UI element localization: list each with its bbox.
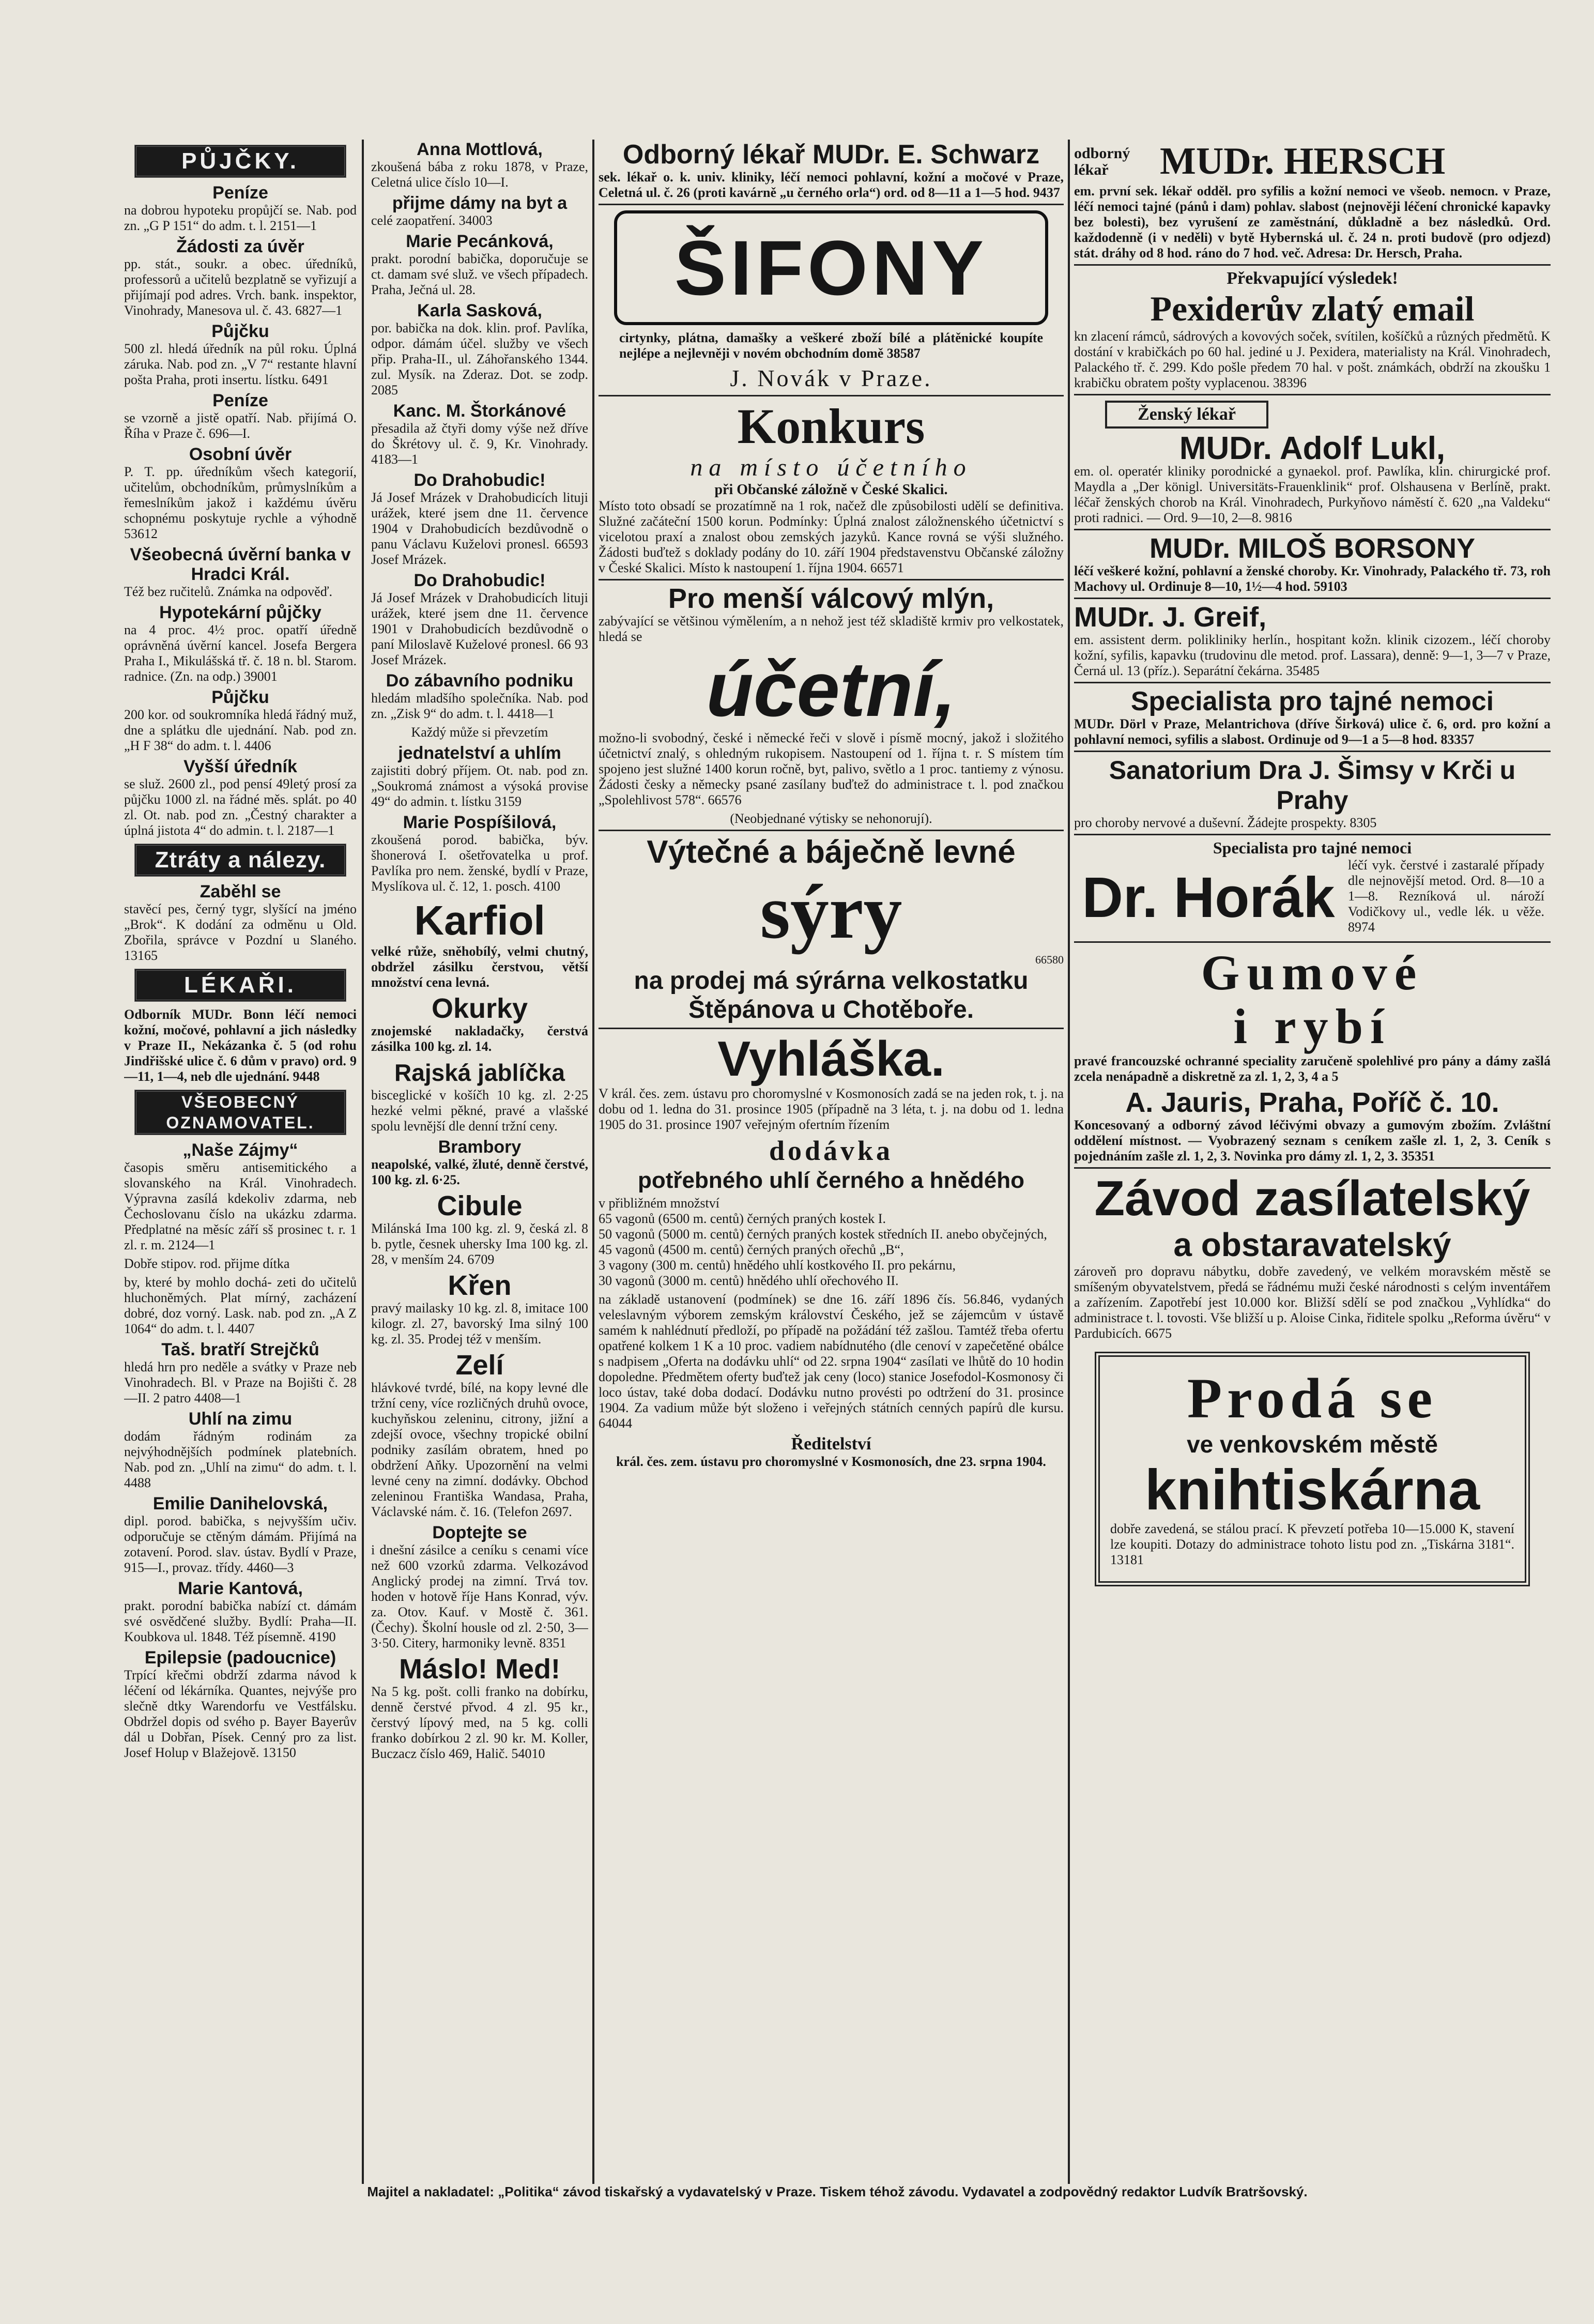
ad-heading: Dr. Horák <box>1082 866 1335 929</box>
ad-heading: Pexiderův zlatý email <box>1150 289 1475 328</box>
ad-text: em. assistent derm. polikliniky herlín., hospitant kožn. klinik cizozem., léčí choroby kožní, syfilis, kapavku (trudovinu dle metod. prof. Lassara), denně: 9—1, 3—7 v Praze, Černá ul. 13 (příz.). Separátní čekárna. 35485 <box>1074 632 1551 678</box>
imprint-footer: Majitel a nakladatel: „Politika“ závod tiskařský a vydavatelský v Praze. Tiskem téhož závodu. Vydavatel a zodpovědný redaktor Ludvík Bratršovský. <box>367 2184 1308 2199</box>
ad-text: se vzorně a jistě opatří. Nab. přijímá O. Říha v Praze č. 696—I. <box>124 410 357 441</box>
divider <box>1074 394 1551 395</box>
ad-heading: Závod zasílatelský <box>1094 1171 1530 1226</box>
column-rule <box>592 140 594 2184</box>
ad-heading: Prodá se <box>1187 1367 1438 1430</box>
divider <box>1074 834 1551 835</box>
ad-subheading: při Občanské záložně v České Skalici. <box>714 482 948 498</box>
ad-text: prakt. porodní babička nabízí ct. dámám své osvědčené služby. Bydlí: Praha—II. Koubkova ul. 1848. Též písemně. 4190 <box>124 1598 357 1644</box>
ad-text: celé zaopatření. 34003 <box>371 213 493 228</box>
ad-text: bisceglické v košíčh 10 kg. zl. 2·25 hezké velmi pěkné, pravé a vlašské spolu levnější dle denní tržní ceny. <box>371 1088 588 1134</box>
ad-heading: MUDr. MILOŠ BORSONY <box>1149 533 1476 564</box>
ad-heading: Zelí <box>455 1350 504 1381</box>
ad-text: Milánská Ima 100 kg. zl. 9, česká zl. 8 b. pytle, česnek uhersky Ima 100 kg. zl. 28, v menším 24. 6709 <box>371 1221 588 1267</box>
ad-heading: Peníze <box>212 183 268 203</box>
ad-subheading: Specialista pro tajné nemoci <box>1213 838 1412 857</box>
ad-text: hledá hrn pro neděle a svátky v Praze neb Vinohradech. Bl. v Praze na Bojišti č. 28—II. 2 patro 4408—1 <box>124 1359 357 1405</box>
column-rule <box>1068 140 1070 2184</box>
ad-heading: Půjčku <box>211 322 269 341</box>
ad-heading: Žádosti za úvěr <box>176 237 304 256</box>
ad-heading: přijme dámy na byt a <box>392 193 568 213</box>
ad-subheading: na místo účetního <box>690 454 972 481</box>
divider <box>599 579 1064 580</box>
ad-text: na 4 proc. 4½ proc. opatří úředně oprávněná úvěrní kancel. Josefa Bergera Praha I., Mikulášská tř. č. 18 n. bl. Starom. radnice. (Zn. na odp.) 39001 <box>124 622 357 684</box>
ad-text: na dobrou hypoteku propůjčí se. Nab. pod zn. „G P 151“ do adm. t. l. 2151—1 <box>124 203 357 233</box>
ad-text: neapolské, valké, žluté, denně čerstvé, 100 kg. zl. 6·25. <box>371 1157 588 1187</box>
ad-heading: MUDr. Adolf Lukl, <box>1179 431 1446 466</box>
divider <box>1074 529 1551 530</box>
ad-heading: Půjčku <box>211 687 269 707</box>
ad-heading: Vyhláška. <box>717 1031 945 1087</box>
divider <box>599 204 1064 205</box>
ad-heading: Taš. bratří Strejčků <box>161 1340 319 1359</box>
ad-framed-knihtiskarna <box>1095 1352 1530 1586</box>
divider <box>1074 682 1551 683</box>
ad-heading: Anna Mottlová, <box>417 140 543 159</box>
ad-heading: Vyšší úředník <box>183 757 297 776</box>
ad-heading: Pro menší válcový mlýn, <box>668 583 994 614</box>
ad-text: na základě ustanovení (podmínek) se dne 16. září 1896 čís. 56.846, vydaných veleslavným výborem zemským království Českého, jež se zájemcům v ústavě samém k nahlédnutí předloží, po případě na požádání též zašlou. Tamtéž třeba ofertu opatřené kolkem 1 K a 10 proc. vadiem nabídnutého (dle cenoví v zapečetěné obálce s nadpisem „Oferta na dodávku uhlí“ od 22. srpna 1904“ zasílati ve lhůtě do 10 hodin dopoledne. Předmětem oferty buďtež jak ceny (loco) stanice Josefodol-Kosmonosy či loco ústav, také doba dodací. Dodávku nutno provésti po odtržení do 31. prosince 1904. Za vadium může být složeno i veřejných státních cenných papírů dle kursu. 64044 <box>599 1292 1064 1431</box>
ad-hersch-header <box>1074 140 1551 184</box>
ad-heading: Odborný lékař MUDr. E. Schwarz <box>622 140 1040 170</box>
divider <box>599 830 1064 831</box>
ad-text: pravé francouzské ochranné speciality zaručeně spolehlivé pro pány a dámy zašlá zcela nenápadně a diskretně za zl. 1, 2, 3, 4 a 5 <box>1074 1053 1551 1084</box>
column-1 <box>124 140 357 1764</box>
ad-heading: Výtečné a báječně levné <box>647 834 1016 870</box>
ad-horak <box>1074 858 1551 938</box>
ad-heading: Konkurs <box>737 399 925 454</box>
ad-heading: MUDr. J. Greif, <box>1074 602 1267 633</box>
divider <box>599 1028 1064 1029</box>
ad-subheading: ve venkovském městě <box>1187 1431 1438 1458</box>
ad-text: by, které by mohlo dochá- zeti do učitelů hluchoněmých. Plat mírný, zacházení dobré, doz vorný. Lask. nab. pod zn. „A Z 1064“ do adm. t. l. 4407 <box>124 1275 357 1336</box>
ad-text: 500 zl. hledá úředník na půl roku. Úplná záruka. Nab. pod zn. „V 7“ restante hlavní pošta Praha, proti insertu. lístku. 6491 <box>124 341 357 387</box>
ad-text: velké růže, sněhobílý, velmi chutný, obdržel zásilku čerstvou, větší množství cena levná. <box>371 944 588 990</box>
divider <box>1074 941 1551 943</box>
ad-heading: Křen <box>448 1270 512 1301</box>
ad-text: Dobře stipov. rod. přijme dítka <box>124 1256 290 1271</box>
ad-text: v přibližném množství 65 vagonů (6500 m. centů) černých praných kostek I. 50 vagonů (5000 m. centů) černých praných kostek středních II. anebo obyčejných, 45 vagonů (4500 m. centů) černých praných ořechů „B“, 3 vagony (300 m. centů) hnědého uhlí kostkového II. pro pekárnu, 30 vagonů (3000 m. centů) hnědého uhlí ořechového II. <box>599 1196 1047 1288</box>
ad-heading: Zaběhl se <box>200 882 281 901</box>
ad-text: dodám řádným rodinám za nejvýhodnějších podmínek platebních. Nab. pod zn. „Uhlí na zimu“ do adm. t. l. 4488 <box>124 1429 357 1490</box>
ad-text: léčí veškeré kožní, pohlavní a ženské choroby. Kr. Vinohrady, Palackého tř. 73, roh Machovy ul. Ordinuje 8—10, 1½—4 hod. 59103 <box>1074 563 1551 594</box>
ad-heading: účetní, <box>706 646 956 732</box>
ad-text: Koncesovaný a odborný závod léčivými obvazy a gumovým zbožím. Zvláštní oddělení místnost. — Vyobrazený seznam s ceníkem zašle zl. 1, 2, 3. Ceník s pojednáním zašle zl. 1, 2, 3. Novinka pro dámy zl. 1, 2, 3. 35351 <box>1074 1118 1551 1164</box>
ad-text: zkoušená porod. babička, býv. šhonerová I. ošetřovatelka u prof. Pavlíka pro nem. ženské, bydlí v Praze, Myslíkova ul. č. 12, 1. posch. 4100 <box>371 832 588 894</box>
ad-heading: Do Drahobudic! <box>413 571 546 590</box>
column-rule <box>362 140 364 2184</box>
ad-text: V král. čes. zem. ústavu pro choromyslné v Kosmonosích zadá se na jeden rok, t. j. na dobu od 1. ledna do 31. prosince 1905 (případně na 3 léta, t. j. na dobu od 1. ledna 1905 do 31. prosince 1907 veřejným ofertním řízením <box>599 1086 1064 1132</box>
ad-heading: Peníze <box>212 391 268 410</box>
ad-text: zabývající se většinou výmělením, a n nehož jest též skladiště krmiv pro velkostatek, hledá se <box>599 614 1064 644</box>
ad-text: zároveň pro dopravu nábytku, dobře zavedený, ve velkém moravském městě se smíšeným obyvatelstvem, předá se řádnému muži české národnosti s celým inventářem a zařízením. Zapotřebí jest 10.000 kor. Bližší sdělí se pod značkou „Vyhlídka“ do administrace t. l. tovosti. Vše bližší u p. Aloise Cinka, řiditele spolku „Reforma úvěru“ v Pardubicích. 6675 <box>1074 1264 1551 1341</box>
ad-text: 200 kor. od soukromníka hledá řádný muž, dne a splátku dle ujednání. Nab. pod zn. „H F 38“ do adm. t. l. 4406 <box>124 707 357 753</box>
ad-text: Já Josef Mrázek v Drahobudicích lituji urážek, které jsem dne 11. července 1904 v Drahobudicích bezdůvodně o panu Václavu Kuželovi pronesl. 66593 Josef Mrázek. <box>371 490 588 567</box>
ad-heading: Hypotekární půjčky <box>159 603 321 622</box>
section-header-oznamovatel: VŠEOBECNÝ OZNAMOVATEL. <box>134 1090 346 1135</box>
ad-heading: MUDr. HERSCH <box>1160 140 1446 182</box>
ad-heading: dodávka <box>769 1135 894 1166</box>
ad-heading: Sanatorium Dra J. Šimsy v Krči u Prahy <box>1109 756 1516 815</box>
ad-heading: J. Novák v Praze. <box>730 365 932 391</box>
divider <box>1074 264 1551 266</box>
ad-text: Já Josef Mrázek v Drahobudicích lituji urážek, které jsem dne 11. července 1901 v Drahobudicích bezdůvodně o paní Miloslavě Kuželové pronesl. 66 93 Josef Mrázek. <box>371 590 588 667</box>
ad-heading: jednatelství a uhlím <box>398 743 561 763</box>
ad-heading: Všeobecná úvěrní banka v Hradci Král. <box>130 545 351 584</box>
ad-text: kn zlacení rámců, sádrových a kovových soček, svítilen, košíčků a různých předmětů. K dostání v krabičkách po 60 hal. jediné u J. Pexidera, materialisty na Král. Vinohradech, Palackého tř. č. 299. Kdo pošle předem 70 hal. v pošt. známkách, obdrží na zkoušku 1 krabičku obratem pošty vyplacenou. 38396 <box>1074 329 1551 390</box>
ad-heading: Marie Kantová, <box>178 1579 303 1598</box>
ad-text: přesadila až čtyři domy výše než dříve do Škrétovy ul. č. 9, Kr. Vinohrady. 4183—1 <box>371 421 588 467</box>
divider <box>1074 598 1551 599</box>
ad-text: možno-li svobodný, české i německé řeči v slově i písmě mocný, jakož i složitého účetnictví znalý, s ohledným rukopisem. Nastoupení od 1. října t. r. S místem tím spojeno jest služné 1400 korun ročně, byt, palivo, světlo a 1 proc. tantiemy z výnosu. Žádosti česky a německy psané zasílany buďtež do administrace t. l. pod značkou „Spolehlivost 578“. 66576 <box>599 730 1064 807</box>
divider <box>1074 751 1551 752</box>
ad-heading: Osobní úvěr <box>189 445 292 464</box>
ad-heading: Ředitelství <box>791 1434 871 1454</box>
ad-text: sek. lékař o. k. univ. kliniky, léčí nemoci pohlavní, kožní a močové v Praze, Celetná ul. č. 26 (proti kavárně „u černého orla“) ord. od 8—11 a 1—5 hod. 9437 <box>599 170 1064 200</box>
ad-heading: Doptejte se <box>432 1523 527 1542</box>
ad-text: Trpící křečmi obdrží zdarma návod k léčení od lékárníka. Quantes, nejvýše pro slečně dtky Warendorfu ve Vestfálsku. Obdržel dopis od svého p. Bayer Bayerův dál u Dobřan, Písek. Cenný pro za list. Josef Holup v Blažejově. 13150 <box>124 1668 357 1760</box>
ad-text: prakt. porodní babička, doporučuje se ct. damam své služ. ve všech případech. Praha, Ječná ul. 28. <box>371 251 588 297</box>
ad-text: hlávkové tvrdé, bílé, na kopy levné dle tržní ceny, více rozličných druhů ovoce, kuchyňskou zeleninu, citrony, jižní a zdejší ovoce, všechny tropické obilní podniky zasílám obratem, hned po obdržení Aňky. Upozornění na velmi levné ceny na zimní. dodávky. Obchod zeleninou Františka Wandasa, Praha, Václavské nám. č. 16. (Telefon 2697. <box>371 1380 588 1519</box>
ad-heading: Rajská jablíčka <box>394 1059 565 1086</box>
ad-heading: Karla Sasková, <box>417 301 542 320</box>
ad-text: P. T. pp. úředníkům všech kategorií, učitelům, obchodníkům, průmyslníkům a řemeslníkům jakož i každému úvěru schopnému poskytuje rychle a výhodně 53612 <box>124 464 357 541</box>
ad-heading: Karfiol <box>414 897 545 943</box>
ad-heading: a obstaravatelský <box>1173 1226 1451 1263</box>
ad-text: hledám mladšího společníka. Nab. pod zn. „Zisk 9“ do adm. t. l. 4418—1 <box>371 691 588 721</box>
ad-heading: Specialista pro tajné nemoci <box>1130 686 1494 716</box>
ad-text: se služ. 2600 zl., pod pensí 49letý prosí za půjčku 1000 zl. na řádné měs. splát. po 40 zl. Ot. nab. pod zn. „Čestný charakter a úplná jistota 4“ do admin. t. l. 2187—1 <box>124 776 357 838</box>
ad-number: 66580 <box>1035 953 1064 966</box>
ad-note: (Neobjednané výtisky se nehonorují). <box>730 811 932 826</box>
ad-text: Odborník MUDr. Bonn léčí nemoci kožní, močové, pohlavní a jich následky v Praze II., Nekázanka č. 5 (od rohu Jindřišské ulice č. 6 dům v pravo) ord. 9—11, 1—4, neb dle ujednání. 9448 <box>124 1007 357 1084</box>
ad-heading: Gumové <box>1201 945 1424 1000</box>
ad-text: pravý mailasky 10 kg. zl. 8, imitace 100 kilogr. zl. 27, bavorský Ima silný 100 kg. zl. 35. Prodej též v menším. <box>371 1301 588 1347</box>
ad-heading: Emilie Danihelovská, <box>152 1494 328 1513</box>
ad-heading: Do zábavního podniku <box>386 671 574 691</box>
ad-heading: Do Drahobudic! <box>413 470 546 490</box>
sifony-banner: ŠIFONY <box>614 210 1048 325</box>
column-2 <box>371 140 588 1765</box>
ad-text: časopis směru antisemitického a slovanského na Král. Vinohradech. Výpravna zasílá kdekoliv zdarma, neb Čechoslovanu číslo na ukázku zdarma. Předplatné na měsíc září sš prosinec t. r. 1 zl. r. m. 2124—1 <box>124 1160 357 1252</box>
ad-heading: Brambory <box>438 1137 522 1157</box>
ad-text: dobře zavedená, se stálou prací. K převzetí potřeba 10—15.000 K, stavení lze koupiti. Dotazy do administrace tohoto listu pod zn. „Tiskárna 3181“. 13181 <box>1110 1521 1514 1567</box>
section-header-pujcky: PŮJČKY. <box>134 145 346 178</box>
ad-text: Na 5 kg. pošt. colli franko na dobírku, denně čerstvé přvod. 4 zl. 95 kr., čerstvý lípový med, na 5 kg. colli franko dobírkou 2 zl. 90 kr. M. Koller, Buczacz číslo 469, Halič. 54010 <box>371 1684 588 1761</box>
ad-text: por. babička na dok. klin. prof. Pavlíka, odpor. dámám účel. služby ve všech přip. Praha-II., ul. Záhořanského 1344. zul. Mysík. na Zderaz. Dot. se zodp. 2085 <box>371 320 588 397</box>
ad-box-label: Ženský lékař <box>1105 401 1268 429</box>
ad-text: zkoušená bába z roku 1878, v Praze, Celetná ulice číslo 10—I. <box>371 159 588 190</box>
ad-heading: i rybí <box>1233 999 1391 1054</box>
column-3 <box>599 140 1064 1473</box>
page-content <box>124 140 1551 2207</box>
ad-text: em. ol. operatér kliniky porodnické a gynaekol. prof. Pawlíka, klin. chirurgické prof. Maydla a „Der königl. Universitäts-Frauenklinik“ prof. Olshausena v Berlíně, prakt. léčař ženských chorob na Král. Vinohradech, Purkyňovo náměstí č. 620 „na Valdeku“ proti radnici. — Ord. 9—10, 2—8. 9816 <box>1074 464 1551 525</box>
ad-heading: „Naše Zájmy“ <box>182 1140 298 1160</box>
ad-heading: Každý může si převzetím <box>411 725 548 740</box>
ad-prefix: odborný lékař <box>1074 144 1130 178</box>
ad-text: Místo toto obsadí se prozatímně na 1 rok, načež dle způsobilosti udělí se definitiva. Služné začáteční 1500 korun. Podmínky: Úplná znalost záložnenského účetnictví s vicelotou praxí a znalost obou zemských jazyků. Kance rovná se výši služného. Žádosti buďtež s doklady podány do 10. září 1904 představenstvu Občanské záložny v České Skalici. Místo k nastoupení 1. října 1904. 66571 <box>599 498 1064 575</box>
ad-text: na prodej má sýrárna velkostatku Štěpánova u Chotěboře. <box>634 967 1029 1023</box>
ad-text: em. první sek. lékař odděl. pro syfilis a kožní nemoci ve všeob. nemocn. v Praze, léčí nemoci tajné (pánů i dam) pohlav. slabost (nejnověji léčení chronické kapavky bez bolesti), bez vyrušení ze zaměstnání, důkladně a bez následků. Ord. každodenně (i v neděli) v bytě Hybernská ul. č. 24 n. proti budově (pro odjezd) stát. dráhy od 8 hod. ráno do 7 hod. več. Adresa: Dr. Hersch, Praha. <box>1074 184 1551 261</box>
ad-text: stavěcí pes, černý tygr, slyšící na jméno „Brok“. K dodání za odměnu u Old. Zbořila, správce v Pozdní u Slaného. 13165 <box>124 901 357 963</box>
ad-heading: Máslo! Med! <box>399 1654 560 1685</box>
ad-heading: Cibule <box>437 1190 523 1221</box>
ad-heading: Epilepsie (padoucnice) <box>144 1648 336 1668</box>
ad-text: pro choroby nervové a duševní. Žádejte prospekty. 8305 <box>1074 815 1377 830</box>
section-header-ztraty: Ztráty a nálezy. <box>134 844 346 877</box>
ad-heading: potřebného uhlí černého a hnědého <box>637 1168 1025 1193</box>
ad-heading: Marie Pospíšilová, <box>403 813 557 832</box>
ad-text: i dnešní zásilce a ceníku s cenami více než 600 vzorků zdarma. Velkozávod Anglický prodej na zimní. Trvá tov. hoden v hotově říje Hans Konrad, výv. za. Otov. Kauf. v Mostě č. 361. (Čechy). Školní housle od zl. 2·50, 3— 3·50. Citery, harmoniky levně. 8351 <box>371 1542 588 1650</box>
ad-text: král. čes. zem. ústavu pro choromyslné v Kosmonosích, dne 23. srpna 1904. <box>616 1454 1046 1469</box>
ad-subheading: Překvapující výsledek! <box>1227 269 1398 288</box>
ad-text: cirtynky, plátna, damašky a veškeré zboží bílé a plátěnické koupíte nejlépe a nejlevněji v novém obchodním domě 38587 <box>619 330 1043 361</box>
ad-heading: sýry <box>760 869 902 955</box>
ad-text: MUDr. Dörl v Praze, Melantrichova (dříve Širková) ulice č. 6, ord. pro kožní a pohlavní nemoci, syfilis a slabost. Ordinuje od 9—1 a 5—8 hod. 83357 <box>1074 716 1551 747</box>
ad-heading: Marie Pecánková, <box>406 232 554 251</box>
ad-text: pp. stát., soukr. a obec. úředníků, professorů a učitelů bezplatně se vyřizují a přijímají pod adres. Vrch. bank. inspektor, Vinohrady, Manesova ul. č. 43. 6827—1 <box>124 256 357 318</box>
ad-heading: A. Jauris, Praha, Poříč č. 10. <box>1125 1087 1499 1118</box>
divider <box>1074 1167 1551 1169</box>
ad-text: dipl. porod. babička, s nejvyšším učiv. odporučuje se ctěným dámám. Přijímá na zotavení. Porod. slav. ústav. Bydlí v Praze, 915—I., provaz. třídy. 4460—3 <box>124 1513 357 1575</box>
column-4 <box>1074 140 1551 1597</box>
ad-heading: knihtiskárna <box>1144 1458 1480 1522</box>
ad-text: Též bez ručitelů. Známka na odpověď. <box>124 584 333 599</box>
section-header-lekari: LÉKAŘI. <box>134 969 346 1002</box>
ad-text: znojemské nakladačky, čerstvá zásilka 100 kg. zl. 14. <box>371 1023 588 1054</box>
ad-heading: Uhlí na zimu <box>188 1409 293 1429</box>
ad-text: léčí vyk. čerstvé i zastaralé případy dle nejnovější metod. Ord. 8—10 a 1—8. Rezníková ul. nároží Vodičkovy ul., vedle lék. u věže. 8974 <box>1348 858 1544 935</box>
ad-heading: Okurky <box>431 993 528 1024</box>
ad-text: zajistiti dobrý příjem. Ot. nab. pod zn. „Soukromá známost a výsoká provise 49“ do admin. t. lístku 3159 <box>371 763 588 809</box>
ad-heading: Kanc. M. Štorkánové <box>393 401 566 421</box>
divider <box>599 395 1064 396</box>
